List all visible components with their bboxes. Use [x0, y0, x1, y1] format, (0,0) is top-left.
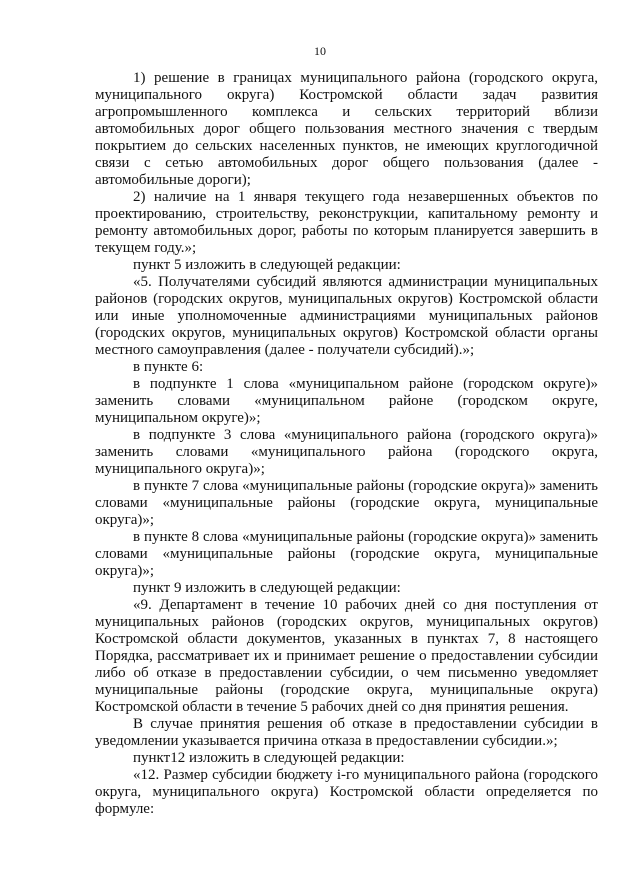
paragraph-4: «5. Получателями субсидий являются администрации муниципальных районов (городских округов, муниципальных округов) Костромской области или иные уполномоченные администрациями муниципальных районов (городских округов, муниципальных округов) Костромской области органы местного самоуправления (далее - получатели субсидий).»;: [95, 274, 598, 358]
paragraph-1: 1) решение в границах муниципального района (городского округа, муниципального округа) Костромской области задач развития агропромышленного комплекса и сельских территорий вблизи автомобильных дорог общего пользования местного значения с твердым покрытием до сельских населенных пунктов, не имеющих круглогодичной связи с сетью автомобильных дорог общего пользования (далее - автомобильные дороги);: [95, 70, 598, 188]
paragraph-8: в пункте 7 слова «муниципальные районы (городские округа)» заменить словами «муниципальные районы (городские округа, муниципальные округа)»;: [95, 478, 598, 528]
paragraph-14: «12. Размер субсидии бюджету i-го муниципального района (городского округа, муниципального округа) Костромской области определяется по формуле:: [95, 767, 598, 817]
paragraph-12: В случае принятия решения об отказе в предоставлении субсидии в уведомлении указывается причина отказа в предоставлении субсидии.»;: [95, 716, 598, 749]
paragraph-9: в пункте 8 слова «муниципальные районы (городские округа)» заменить словами «муниципальные районы (городские округа, муниципальные округа)»;: [95, 529, 598, 579]
paragraph-2: 2) наличие на 1 января текущего года незавершенных объектов по проектированию, строительству, реконструкции, капитальному ремонту и ремонту автомобильных дорог, работы по которым планируется завершить в текущем году.»;: [95, 189, 598, 256]
paragraph-6: в подпункте 1 слова «муниципальном районе (городском округе)» заменить словами «муниципальном районе (городском округе, муниципальном округе)»;: [95, 376, 598, 426]
paragraph-5: в пункте 6:: [133, 359, 204, 375]
paragraph-7: в подпункте 3 слова «муниципального района (городского округа)» заменить словами «муниципального района (городского округа, муниципального округа)»;: [95, 427, 598, 477]
paragraph-3: пункт 5 изложить в следующей редакции:: [133, 257, 401, 273]
document-body: [95, 70, 598, 818]
paragraph-10: пункт 9 изложить в следующей редакции:: [133, 580, 401, 596]
paragraph-13: пункт12 изложить в следующей редакции:: [133, 750, 405, 766]
paragraph-11: «9. Департамент в течение 10 рабочих дней со дня поступления от муниципальных районов (городских округов, муниципальных округов) Костромской области документов, указанных в пунктах 7, 8 настоящего Порядка, рассматривает их и принимает решение о предоставлении субсидии либо об отказе в предоставлении субсидии, о чем письменно уведомляет муниципальные районы (городские округа, муниципальные округа) Костромской области в течение 5 рабочих дней со дня принятия решения.: [95, 597, 598, 715]
page-number: 10: [314, 44, 326, 58]
